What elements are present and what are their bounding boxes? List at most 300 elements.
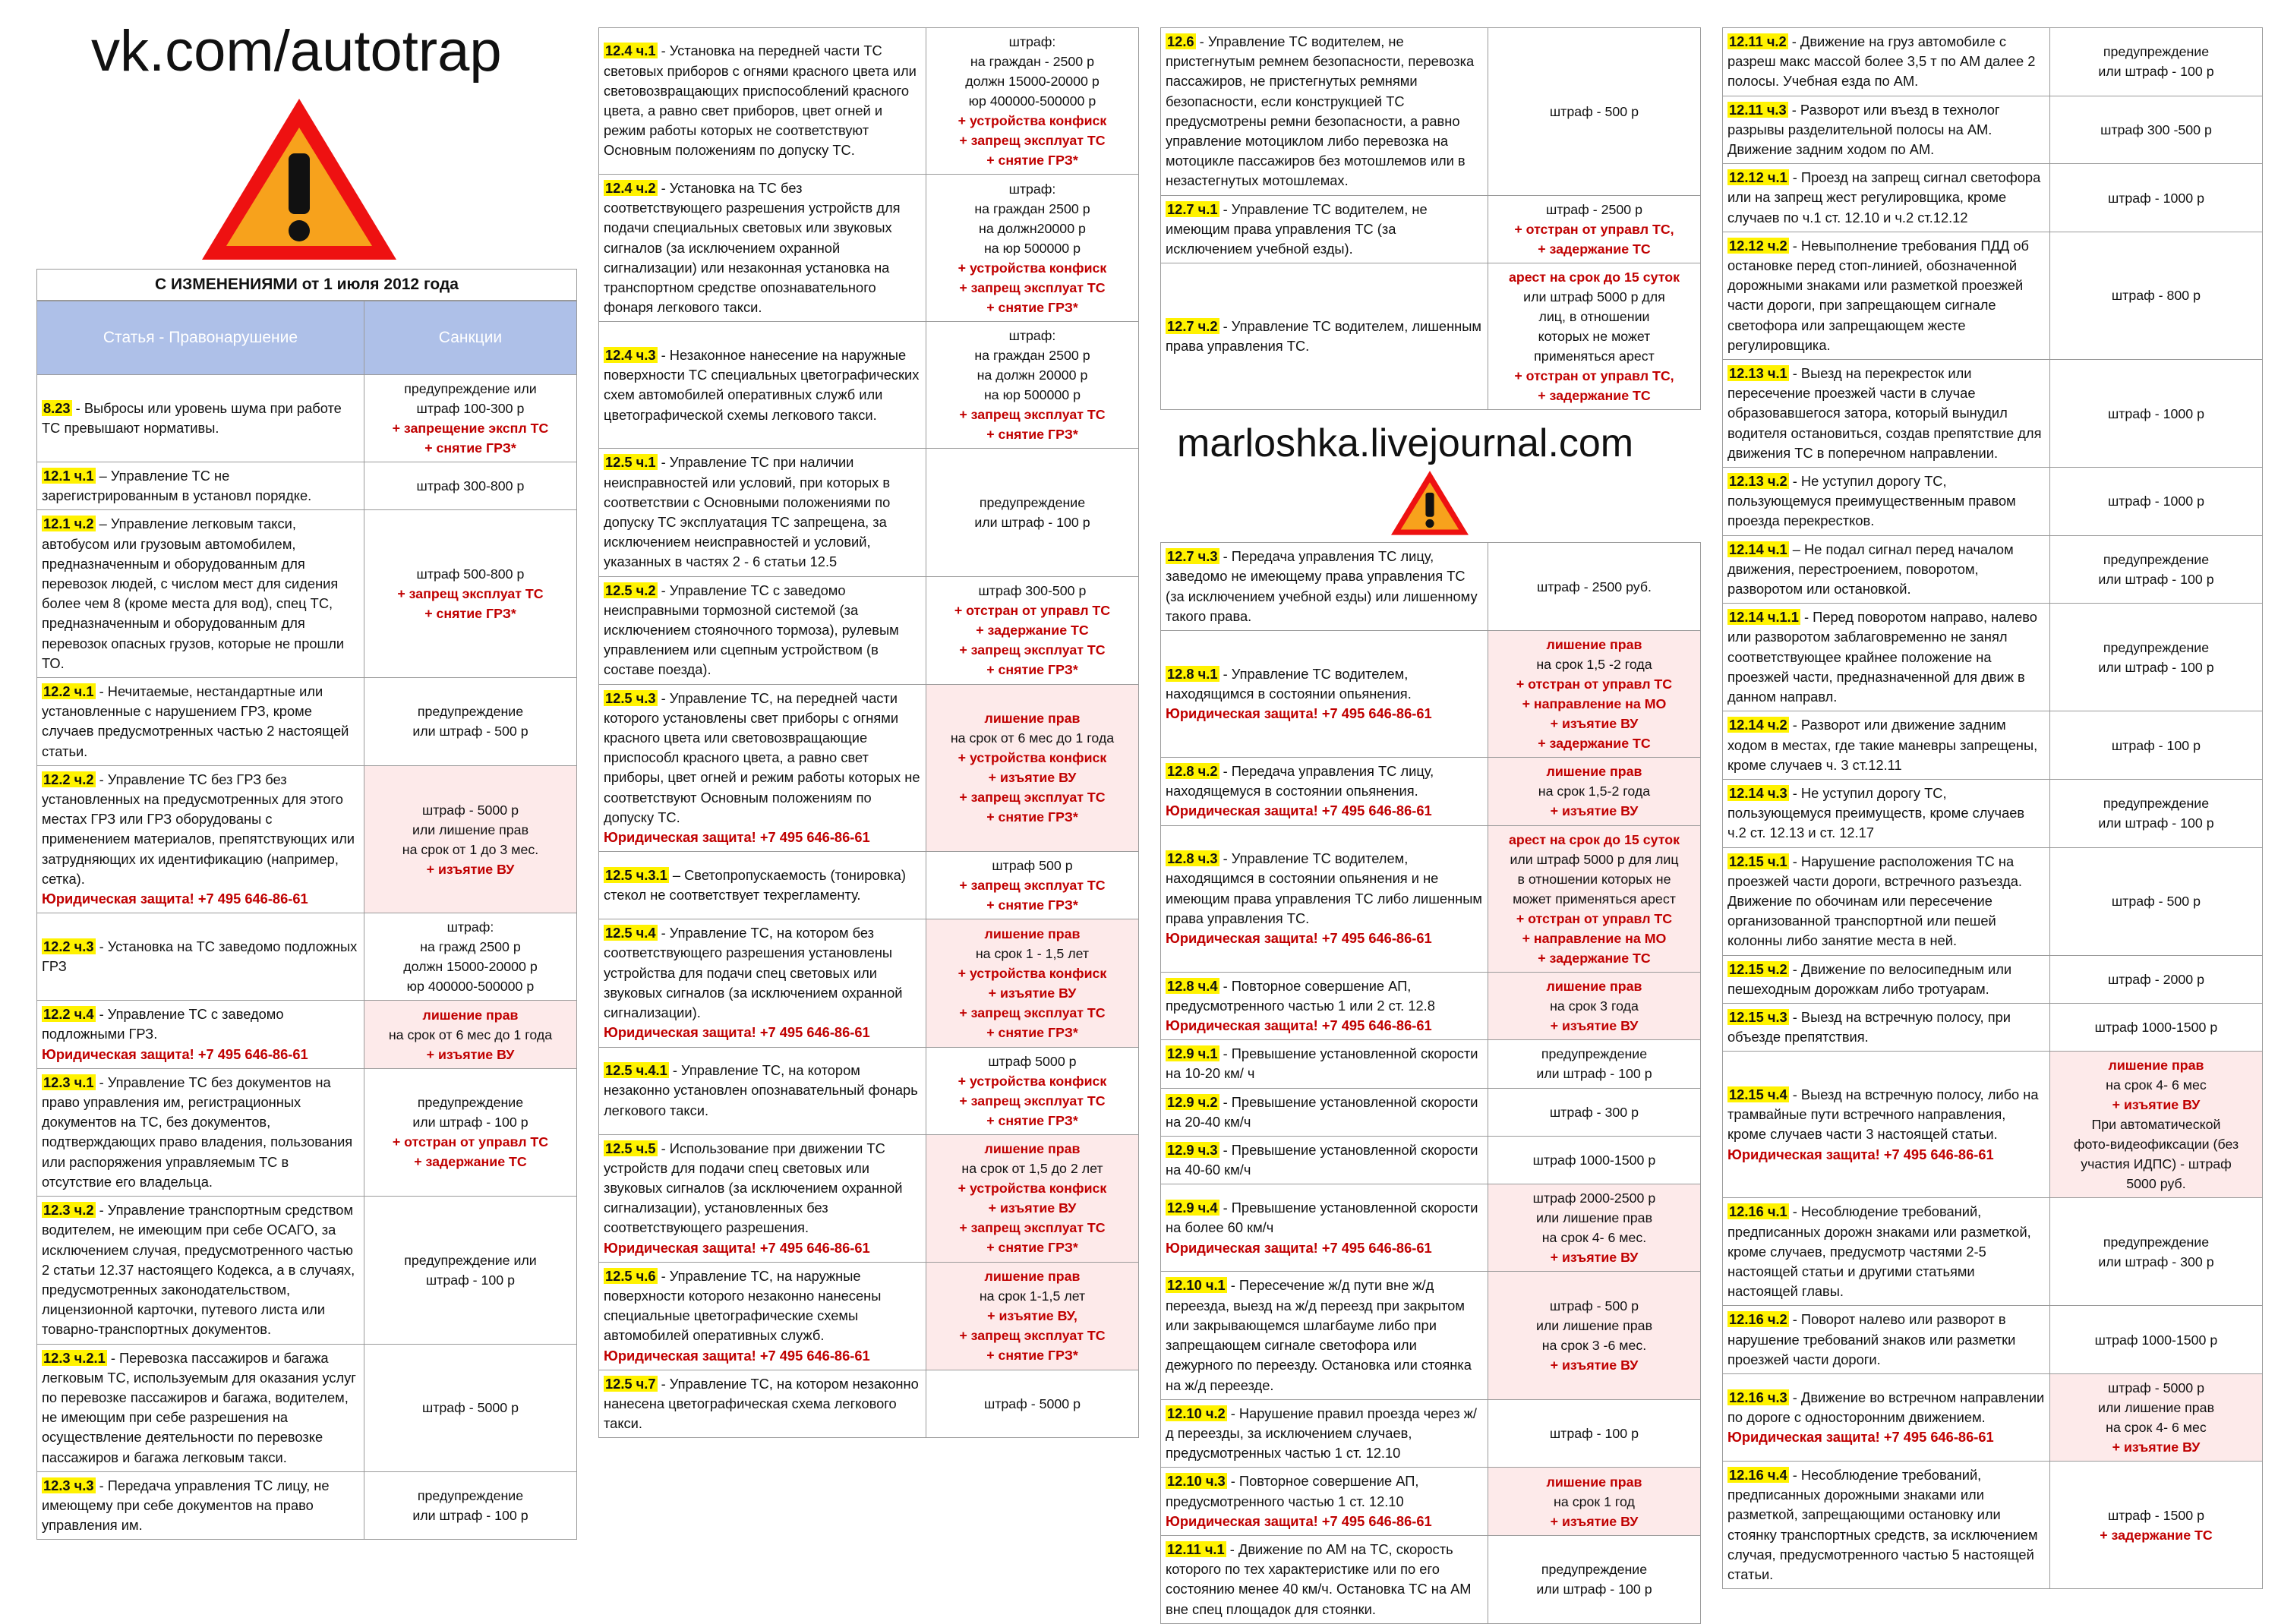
article-code: 12.13 ч.1: [1729, 365, 1787, 382]
article-text: - Нарушение расположения ТС на проезжей части дороги, встречного разъезда. Движение по обочинам или пересечение организованной транспортной или пешей колонны либо занятие места в ней.: [1727, 853, 2023, 949]
sanction-line: штраф - 800 р: [2111, 288, 2201, 304]
sanction-cell: [2049, 779, 2262, 847]
sanction-cell: [1488, 1468, 1700, 1536]
sanction-line: или штраф - 100 р: [2098, 659, 2214, 675]
table-row: [599, 175, 1139, 322]
sanction-line: + задержание ТС: [1538, 241, 1651, 257]
table-row: [599, 576, 1139, 684]
article-code: 12.5 ч.7: [605, 1375, 656, 1392]
sanction-line: предупреждение: [417, 704, 524, 720]
sanction-line: + снятие ГРЗ*: [986, 1024, 1078, 1040]
sanction-cell: [2049, 468, 2262, 536]
sanction-line: + запрещ эксплуат ТС: [959, 878, 1106, 894]
article-cell: [1161, 1535, 1488, 1623]
sanction-line: При автоматической: [2091, 1117, 2221, 1133]
sanction-line: штраф - 2500 р: [1545, 201, 1642, 217]
table-row: [1723, 1003, 2263, 1051]
article-code: 12.5 ч.5: [605, 1140, 656, 1156]
sanction-cell: [2049, 711, 2262, 780]
rows: [1161, 543, 1701, 1624]
sanction-cell: [364, 913, 576, 1001]
table-row: [1723, 711, 2263, 780]
sanctions-table-3a: [1160, 27, 1701, 410]
article-code: 12.9 ч.4: [1167, 1200, 1218, 1216]
sanction-line: на срок от 1 до 3 мес.: [402, 841, 539, 857]
article-code: 12.12 ч.1: [1729, 169, 1787, 186]
article-cell: [599, 1047, 926, 1134]
sanction-line: штраф 300-500 р: [978, 583, 1087, 599]
sanction-cell: [364, 1344, 576, 1471]
sanction-cell: [926, 175, 1138, 322]
sanction-line: штраф:: [1008, 181, 1056, 197]
sanction-line: + изъятие ВУ: [988, 770, 1077, 786]
table-row: [37, 1068, 577, 1196]
sanction-line: 5000 руб.: [2126, 1176, 2186, 1192]
table-row: [37, 1001, 577, 1069]
table-row: [1161, 28, 1701, 196]
sanction-line: или штраф - 300 р: [2098, 1253, 2214, 1269]
sanction-line: + отстран от управл ТС: [1516, 910, 1673, 926]
article-code: 12.3 ч.2.1: [43, 1349, 106, 1366]
article-cell: [1161, 1272, 1488, 1399]
sanction-cell: [1488, 1040, 1700, 1088]
article-cell: [1161, 1399, 1488, 1468]
sanction-cell: [1488, 1272, 1700, 1399]
sanction-line: предупреждение: [2103, 44, 2210, 60]
sanction-line: + снятие ГРЗ*: [986, 299, 1078, 315]
sanction-line: на гражд 2500 р: [420, 939, 521, 955]
article-code: 12.5 ч.6: [605, 1267, 656, 1284]
sanction-line: или штраф - 100 р: [974, 515, 1090, 531]
sanction-cell: [2049, 360, 2262, 468]
sanction-cell: [926, 1134, 1138, 1262]
table-row: [599, 684, 1139, 852]
sanction-line: + направление на МО: [1522, 930, 1667, 946]
sanction-line: + запрещение экспл ТС: [392, 421, 549, 436]
article-text: - Поворот налево или разворот в нарушение требований знаков или разметки проезжей части дороги.: [1727, 1311, 2016, 1367]
article-text: - Движение на груз автомобиле с разреш макс массой более 3,5 т по АМ далее 2 полосы. Учебная езда по АМ.: [1727, 33, 2036, 90]
sanction-line: предупреждение: [2103, 639, 2210, 655]
article-code: 12.14 ч.3: [1729, 784, 1787, 801]
sanction-line: штраф - 500 р: [2111, 894, 2201, 910]
sanction-line: + снятие ГРЗ*: [986, 1240, 1078, 1256]
article-code: 12.3 ч.3: [43, 1477, 94, 1493]
sanction-cell: [926, 684, 1138, 852]
sanction-cell: [2049, 535, 2262, 604]
article-code: 12.5 ч.4: [605, 925, 656, 941]
sanction-line: лишение прав: [984, 1141, 1081, 1157]
sanction-cell: [2049, 1373, 2262, 1461]
sanction-line: предупреждение: [2103, 1234, 2210, 1250]
sanction-line: юр 400000-500000 р: [968, 93, 1096, 109]
table-row: [37, 1471, 577, 1540]
table-row: [1723, 164, 2263, 232]
sanction-line: штраф - 100 р: [2111, 737, 2201, 753]
article-cell: [599, 1134, 926, 1262]
legal-help-text: Юридическая защита! +7 495 646-86-61: [1166, 705, 1432, 722]
article-text: - Передача управления ТС лицу, не имеющему при себе документов на право управления им.: [42, 1477, 330, 1534]
sanction-line: + запрещ эксплуат ТС: [397, 586, 544, 602]
article-text: - Управление транспортным средством водителем, не имеющим при себе ОСАГО, за исключением случая, предусмотренного частью 2 статьи 12.37 настоящего Кодекса, а в случаях, предусмотренных законодательством, лицензионной карточки, путевого листа или товарно-транспортных документов.: [42, 1202, 355, 1338]
article-text: - Проезд на запрещ сигнал светофора или на запрещ жест регулировщика, кроме случаев по ч.1 ст. 12.10 и ч.2 ст.12.12: [1727, 169, 2041, 225]
article-text: - Пересечение ж/д пути вне ж/д переезда, выезд на ж/д переезд при закрытом или закрывающемся шлагбауме либо при запрещающем сигнале светофора или дежурного по переезду. Остановка или стоянка на ж/д переезде.: [1166, 1277, 1472, 1393]
sanction-line: + задержание ТС: [1538, 736, 1651, 752]
sanction-cell: [1488, 1535, 1700, 1623]
article-text: - Выезд на перекресток или пересечение проезжей части в случае образовавшегося затора, который вынудил водителя остановиться, создав препятствие для движения ТС в поперечном направлении.: [1727, 365, 2042, 461]
table-row: [599, 449, 1139, 576]
article-code: 12.4 ч.2: [605, 180, 656, 196]
sanction-line: штраф 1000-1500 р: [1532, 1153, 1656, 1168]
sanction-line: + снятие ГРЗ*: [986, 809, 1078, 825]
sanction-line: + отстран от управл ТС: [954, 603, 1111, 619]
article-code: 12.7 ч.3: [1167, 548, 1218, 565]
sanction-cell: [2049, 847, 2262, 955]
sanction-line: + направление на МО: [1522, 696, 1667, 712]
article-cell: [599, 684, 926, 852]
column-header-sanction: Санкции: [364, 301, 576, 375]
article-cell: [37, 1471, 364, 1540]
sanction-line: на срок 1,5 -2 года: [1536, 657, 1652, 673]
article-code: 12.1 ч.2: [43, 516, 94, 532]
sanction-line: + запрещ эксплуат ТС: [959, 1004, 1106, 1020]
sanction-line: штраф:: [1008, 328, 1056, 344]
article-code: 12.8 ч.4: [1167, 977, 1218, 994]
sanction-line: должн 15000-20000 р: [965, 74, 1100, 89]
sanction-cell: [1488, 825, 1700, 972]
legal-help-text: Юридическая защита! +7 495 646-86-61: [604, 1347, 870, 1364]
sanction-cell: [364, 1001, 576, 1069]
table-row: [1723, 604, 2263, 711]
article-code: 12.9 ч.2: [1167, 1093, 1218, 1110]
sanction-line: на граждан 2500 р: [974, 200, 1090, 216]
article-text: - Управление ТС водителем, не пристегнутым ремнем безопасности, перевозка пассажиров, не пристегнутых ремнями безопасности, если конструкцией ТС предусмотрены ремни безопасности, а равно управление мотоциклом либо перевозка на мотоцикле пассажиров без мотошлемов или в незастегнутых мотошлемах.: [1166, 33, 1475, 189]
table-row: [1723, 847, 2263, 955]
sanction-line: или штраф - 100 р: [1536, 1581, 1652, 1597]
table-row: [599, 1262, 1139, 1370]
article-code: 12.14 ч.1.1: [1729, 609, 1799, 626]
article-cell: [1723, 955, 2050, 1003]
sanction-line: + изъятие ВУ: [2112, 1097, 2201, 1113]
article-text: - Выбросы или уровень шума при работе ТС превышают нормативы.: [42, 399, 342, 436]
sanctions-table-1: [36, 301, 577, 1540]
article-text: - Управление ТС водителем, находящимся в состоянии опьянения.: [1166, 665, 1412, 702]
sanction-line: или штраф - 100 р: [412, 1508, 528, 1524]
sanction-line: предупреждение или: [404, 381, 537, 396]
table-row: [1723, 1052, 2263, 1198]
sanction-line: + изъятие ВУ: [988, 985, 1077, 1001]
sanction-cell: [926, 1262, 1138, 1370]
sanction-line: которых не может: [1538, 329, 1651, 345]
article-text: - Передача управления ТС лицу, заведомо не имеющему права управления ТС (за исключением учебной езды) или лишенному такого права.: [1166, 548, 1478, 624]
sanction-line: на должн 20000 р: [977, 367, 1088, 383]
article-text: - Управление ТС, на котором без соответствующего разрешения установлены устройства для подачи спец световых или звуковых сигналов (за исключением охранной сигнализации).: [604, 925, 903, 1021]
sanction-line: + отстран от управл ТС,: [1514, 368, 1674, 384]
site-title[interactable]: vk.com/autotrap: [91, 19, 502, 84]
article-cell: [1161, 543, 1488, 631]
sanction-line: + снятие ГРЗ*: [986, 1112, 1078, 1128]
article-code: 12.5 ч.3.1: [605, 867, 667, 884]
sanction-cell: [364, 462, 576, 510]
sanction-line: + устройства конфиск: [958, 1181, 1107, 1197]
article-text: - Повторное совершение АП, предусмотренного частью 1 ст. 12.10: [1166, 1473, 1419, 1509]
legal-help-text: Юридическая защита! +7 495 646-86-61: [604, 1024, 870, 1041]
article-text: - Управление ТС при наличии неисправностей или условий, при которых в соответствии с Основными положениями по допуску ТС эксплуатация ТС запрещена, за исключением неисправностей и условий, указанных в частях 2 - 6 статьи 12.5: [604, 454, 891, 570]
sanction-line: + устройства конфиск: [958, 965, 1107, 981]
sanction-line: арест на срок до 15 суток: [1508, 831, 1680, 847]
sanction-line: или штраф 5000 р для: [1523, 289, 1665, 305]
sanction-line: штраф - 5000 р: [421, 802, 519, 818]
table-row: [1161, 825, 1701, 972]
article-text: - Движение по АМ на ТС, скорость которого по тех характеристике или по его состоянию менее 40 км/ч. Остановка ТС на АМ вне спец площадок для стоянки.: [1166, 1540, 1472, 1617]
table-row: [1723, 1373, 2263, 1461]
article-text: - Превышение установленной скорости на 40-60 км/ч: [1166, 1142, 1478, 1178]
article-code: 12.3 ч.2: [43, 1202, 94, 1219]
sanction-cell: [364, 678, 576, 766]
sanction-line: может применяться арест: [1513, 891, 1676, 907]
site-title-2[interactable]: marloshka.livejournal.com: [1177, 421, 1634, 466]
article-code: 12.5 ч.3: [605, 689, 656, 706]
article-cell: [1161, 28, 1488, 196]
sanction-line: штраф - 100 р: [425, 1272, 516, 1288]
article-code: 12.8 ч.2: [1167, 763, 1218, 780]
sanction-line: на юр 500000 р: [983, 387, 1081, 403]
article-cell: [37, 678, 364, 766]
sanction-line: + задержание ТС: [1538, 950, 1651, 966]
article-cell: [37, 765, 364, 913]
sanction-line: на граждан - 2500 р: [970, 54, 1095, 69]
sanction-line: + снятие ГРЗ*: [986, 153, 1078, 168]
article-code: 12.9 ч.1: [1167, 1045, 1218, 1062]
sanction-cell: [1488, 972, 1700, 1040]
sanction-line: предупреждение: [1541, 1562, 1648, 1578]
article-text: - Несоблюдение требований, предписанных дорожн знаками или разметкой, кроме случаев, предусмотр частями 2-5 настоящей статьи и другими статьями настоящей главы.: [1727, 1203, 2031, 1300]
article-code: 8.23: [43, 399, 71, 416]
sanction-cell: [1488, 195, 1700, 263]
article-cell: [1723, 604, 2050, 711]
table-row: [1161, 1468, 1701, 1536]
sanction-line: или штраф - 100 р: [412, 1115, 528, 1130]
table-row: [1161, 263, 1701, 410]
sanction-line: юр 400000-500000 р: [406, 979, 535, 995]
sanction-cell: [1488, 1137, 1700, 1184]
article-cell: [37, 510, 364, 678]
article-text: - Невыполнение требования ПДД об остановке перед стоп-линией, обозначенной дорожными знаками или разметкой проезжей части дороги, при запрещающем сигнале светофора или запрещающем жесте регулировщика.: [1727, 237, 2030, 353]
sanctions-table-4: [1722, 27, 2263, 1589]
sanction-cell: [364, 510, 576, 678]
sanction-line: предупреждение: [979, 495, 1086, 511]
sanction-cell: [926, 1047, 1138, 1134]
article-code: 12.7 ч.2: [1167, 318, 1218, 335]
sanction-cell: [1488, 1399, 1700, 1468]
article-text: - Управление ТС, на котором незаконно установлен опознавательный фонарь легкового такси.: [604, 1062, 918, 1118]
table-row: [1161, 1272, 1701, 1399]
article-cell: [599, 28, 926, 175]
table-row: [1161, 972, 1701, 1040]
sanction-line: лишение прав: [1546, 1474, 1642, 1490]
article-text: - Установка на ТС без соответствующего разрешения устройств для подачи специальных световых или звуковых сигналов (за исключением охранной сигнализации) или незаконная установка на транспортном средстве опознавательного фонаря легкового такси.: [604, 180, 901, 316]
rows: [599, 28, 1139, 1438]
sanction-line: + запрещ эксплуат ТС: [959, 407, 1106, 423]
sanction-line: лишение прав: [984, 711, 1081, 727]
table-row: [1161, 1399, 1701, 1468]
legal-help-text: Юридическая защита! +7 495 646-86-61: [42, 1045, 308, 1062]
article-code: 12.5 ч.2: [605, 582, 656, 598]
sanction-line: на срок 1 год: [1554, 1493, 1635, 1509]
table-row: [1161, 1137, 1701, 1184]
sanction-line: + запрещ эксплуат ТС: [959, 279, 1106, 295]
sanction-line: на срок 3 -6 мес.: [1541, 1338, 1647, 1354]
sanction-cell: [1488, 631, 1700, 758]
article-text: - Выезд на встречную полосу, либо на трамвайные пути встречного направления, кроме случаев части 3 настоящей статьи.: [1727, 1086, 2039, 1143]
article-cell: [37, 1068, 364, 1196]
sanction-line: или лишение прав: [1535, 1318, 1653, 1334]
sanction-line: арест на срок до 15 суток: [1508, 270, 1680, 285]
article-cell: [37, 375, 364, 462]
legal-help-text: Юридическая защита! +7 495 646-86-61: [1166, 1239, 1432, 1256]
sanction-line: + устройства конфиск: [958, 1073, 1107, 1089]
article-text: – Управление ТС не зарегистрированным в установл порядке.: [42, 468, 312, 504]
sanction-line: + устройства конфиск: [958, 113, 1107, 128]
sanction-line: + изъятие ВУ: [426, 1046, 515, 1062]
table-row: [1161, 1535, 1701, 1623]
article-text: - Превышение установленной скорости на 10-20 км/ ч: [1166, 1045, 1478, 1082]
table-row: [599, 1370, 1139, 1438]
article-text: - Нечитаемые, нестандартные или установленные с нарушением ГРЗ, кроме случаев предусмотренных частью 2 настоящей статьи.: [42, 683, 349, 759]
article-cell: [599, 449, 926, 576]
article-code: 12.2 ч.1: [43, 683, 94, 700]
sanction-line: штраф 500 р: [992, 858, 1073, 874]
sanction-line: штраф 500-800 р: [416, 566, 525, 582]
article-text: - Передача управления ТС лицу, находящемуся в состоянии опьянения.: [1166, 763, 1434, 799]
sanction-cell: [2049, 28, 2262, 96]
sanction-line: штраф 5000 р: [988, 1053, 1077, 1069]
sanction-line: лишение прав: [1546, 637, 1642, 653]
article-code: 12.9 ч.3: [1167, 1142, 1218, 1159]
article-cell: [1723, 232, 2050, 359]
sanction-line: + снятие ГРЗ*: [986, 1348, 1078, 1364]
article-text: - Использование при движении ТС устройств для подачи спец световых или звуковых сигналов (за исключением охранной сигнализации), установленных без соответствующего разрешения.: [604, 1140, 903, 1236]
table-row: [1723, 468, 2263, 536]
sanction-line: + снятие ГРЗ*: [986, 427, 1078, 443]
article-text: - Установка на ТС заведомо подложных ГРЗ: [42, 938, 358, 975]
article-text: - Управление ТС водителем, лишенным права управления ТС.: [1166, 318, 1481, 355]
article-cell: [37, 1344, 364, 1471]
article-cell: [1161, 631, 1488, 758]
sanction-cell: [1488, 28, 1700, 196]
article-cell: [1723, 360, 2050, 468]
sanction-line: штраф - 1000 р: [2107, 190, 2204, 206]
legal-help-text: Юридическая защита! +7 495 646-86-61: [1166, 803, 1432, 819]
article-text: – Светопропускаемость (тонировка) стекол не соответствует техрегламенту.: [604, 867, 906, 903]
article-code: 12.1 ч.1: [43, 468, 94, 484]
article-code: 12.16 ч.1: [1729, 1203, 1787, 1220]
column-header-article: Статья - Правонарушение: [37, 301, 364, 375]
article-code: 12.7 ч.1: [1167, 200, 1218, 217]
sanction-line: + изъятие ВУ: [426, 861, 515, 877]
sanction-line: или штраф - 100 р: [2098, 815, 2214, 831]
sanction-cell: [1488, 263, 1700, 410]
sanction-line: на должн20000 р: [979, 220, 1086, 236]
article-text: - Превышение установленной скорости на более 60 км/ч: [1166, 1200, 1478, 1236]
sanction-cell: [2049, 955, 2262, 1003]
sanction-cell: [2049, 1052, 2262, 1198]
sanction-cell: [1488, 543, 1700, 631]
table-row: [1161, 631, 1701, 758]
table-row: [37, 462, 577, 510]
sanction-line: + снятие ГРЗ*: [986, 897, 1078, 913]
table-row: [1723, 1461, 2263, 1588]
sanction-cell: [926, 322, 1138, 449]
article-code: 12.15 ч.3: [1729, 1008, 1787, 1025]
article-text: - Управление ТС, на котором незаконно нанесена цветографическая схема легкового такси.: [604, 1375, 919, 1432]
article-cell: [37, 1001, 364, 1069]
article-cell: [1161, 1184, 1488, 1272]
article-cell: [1161, 1040, 1488, 1088]
article-cell: [1723, 1461, 2050, 1588]
sanction-line: штраф - 5000 р: [421, 1400, 519, 1416]
sanction-line: на граждан 2500 р: [974, 348, 1090, 364]
sanction-line: + запрещ эксплуат ТС: [959, 1220, 1106, 1236]
sanction-cell: [2049, 232, 2262, 359]
sanction-line: или штраф - 100 р: [2098, 571, 2214, 587]
article-cell: [1723, 535, 2050, 604]
sanction-line: или штраф 5000 р для лиц: [1510, 851, 1679, 867]
article-text: - Управление ТС с заведомо неисправными тормозной системой (за исключением стояночного тормоза), рулевым управлением или сцепным устройством (в составе поезда).: [604, 582, 899, 678]
article-cell: [1723, 1306, 2050, 1374]
sanction-line: или лишение прав: [412, 821, 529, 837]
sanction-line: штраф - 500 р: [1549, 1298, 1639, 1314]
article-cell: [1161, 825, 1488, 972]
sanctions-table-2: [598, 27, 1139, 1438]
legal-help-text: Юридическая защита! +7 495 646-86-61: [1166, 1512, 1432, 1529]
article-code: 12.12 ч.2: [1729, 237, 1787, 254]
table-row: [1723, 1306, 2263, 1374]
article-code: 12.3 ч.1: [43, 1074, 94, 1090]
sanction-cell: [2049, 1198, 2262, 1306]
article-text: - Управление ТС без документов на право управления им, регистрационных документов на ТС, без документов, подтверждающих право владения, пользования или распоряжения управляемым ТС в отсутствие его владельца.: [42, 1074, 353, 1190]
sanction-line: штраф - 5000 р: [983, 1396, 1081, 1412]
article-text: - Управление ТС, на передней части которого установлены свет приборы с огнями красного цвета или световозвращающие приспособл красного цвета, а равно свет приборы, цвет огней и режим работы которых не соответствуют Основным положениям по допуску ТС.: [604, 689, 920, 825]
article-cell: [37, 1197, 364, 1344]
article-text: - Повторное совершение АП, предусмотренного частью 1 или 2 ст. 12.8: [1166, 977, 1435, 1014]
article-cell: [599, 1370, 926, 1438]
article-text: - Нарушение правил проезда через ж/д переезды, за исключением случаев, предусмотренных частью 1 ст. 12.10: [1166, 1405, 1477, 1462]
sanction-line: + отстран от управл ТС,: [1514, 221, 1674, 237]
article-cell: [37, 913, 364, 1001]
sanction-line: предупреждение: [2103, 551, 2210, 567]
table-row: [37, 765, 577, 913]
sanction-line: + задержание ТС: [2100, 1527, 2213, 1543]
sanction-line: или штраф - 500 р: [412, 724, 528, 739]
sanction-line: предупреждение: [1541, 1046, 1648, 1062]
article-code: 12.10 ч.1: [1167, 1277, 1226, 1294]
sanction-line: + запрещ эксплуат ТС: [959, 642, 1106, 658]
article-cell: [599, 919, 926, 1047]
article-cell: [1723, 1052, 2050, 1198]
sanction-line: на срок от 6 мес до 1 года: [950, 730, 1115, 746]
sanction-line: на срок 4- 6 мес: [2106, 1077, 2207, 1093]
table-row: [1723, 28, 2263, 96]
sanction-line: на срок 1,5-2 года: [1538, 784, 1651, 799]
article-text: - Превышение установленной скорости на 20-40 км/ч: [1166, 1093, 1478, 1130]
article-code: 12.8 ч.3: [1167, 850, 1218, 867]
sanction-cell: [926, 852, 1138, 919]
article-cell: [599, 175, 926, 322]
sanction-cell: [1488, 1184, 1700, 1272]
table-row: [1723, 779, 2263, 847]
article-text: - Перевозка пассажиров и багажа легковым ТС, используемым для оказания услуг по перевозке пассажиров и багажа, водителем, не имеющим при себе разрешения на осуществление деятельности по перевозке пассажиров и багажа легковым такси.: [42, 1349, 356, 1465]
table-row: [1723, 360, 2263, 468]
